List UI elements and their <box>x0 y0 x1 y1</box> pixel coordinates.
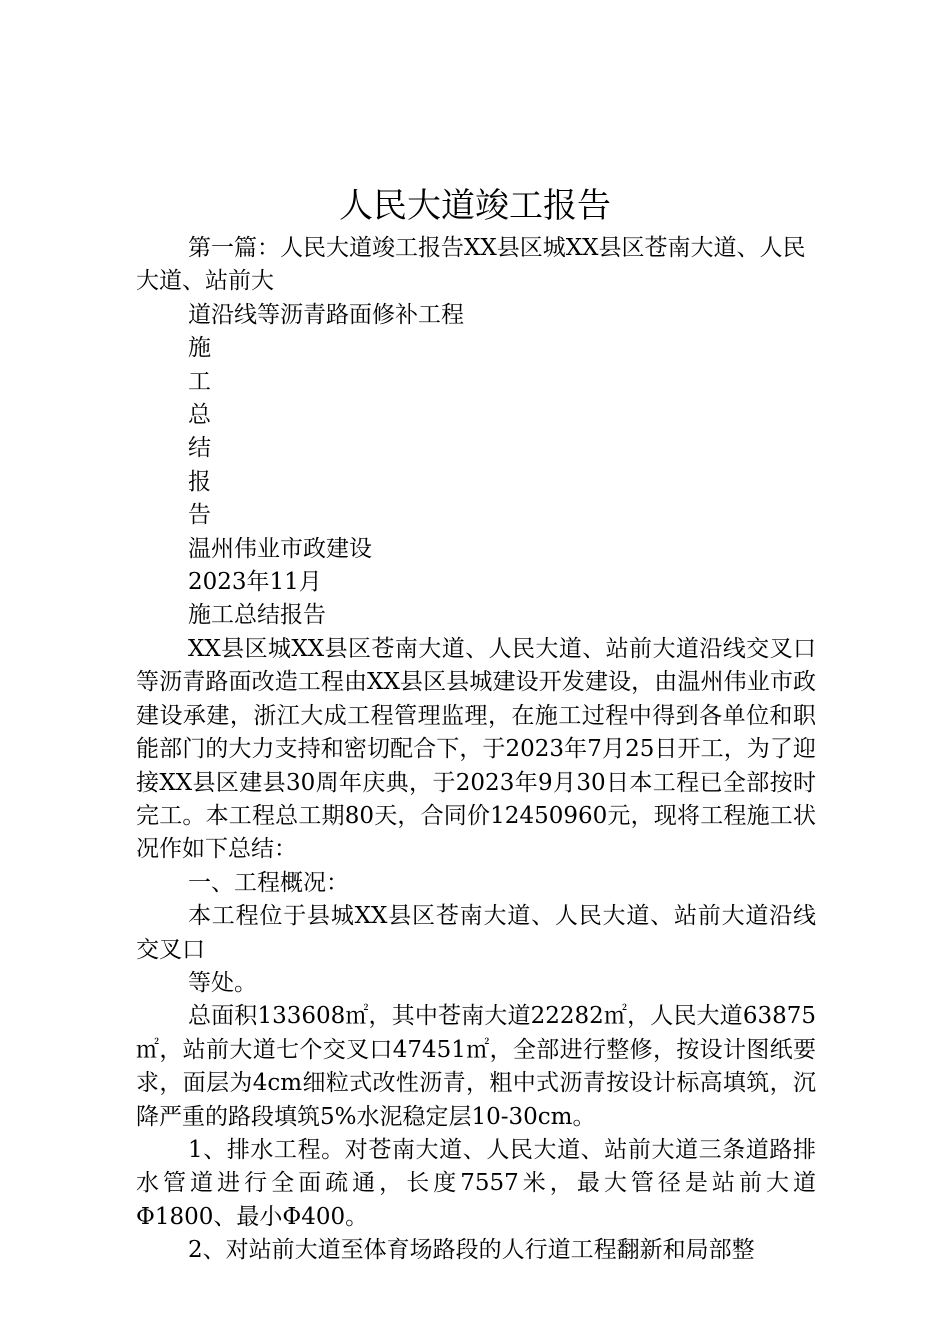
document-body <box>136 232 816 1268</box>
paragraph-sidewalk: 2、对站前大道至体育场路段的人行道工程翻新和局部整 <box>188 1237 755 1264</box>
paragraph-intro: XX县区城XX县区苍南大道、人民大道、站前大道沿线交叉口等沥青路面改造工程由XX县区县城建设开发建设，由温州伟业市政建设承建，浙江大成工程管理监理，在施工过程中得到各单位和职能部门的大力支持和密切配合下，于2023年7月25日开工，为了迎接XX县区建县30周年庆典，于2023年9月30日本工程已全部按时完工。本工程总工期80天，合同价12450960元，现将工程施工状况作如下总结： <box>136 635 816 863</box>
document-title: 人民大道竣工报告 <box>339 186 611 226</box>
section-heading-overview: 一、工程概况： <box>188 869 349 896</box>
line-date: 2023年11月 <box>188 569 322 596</box>
line-vertical-char: 告 <box>188 502 211 529</box>
paragraph-location-cont: 等处。 <box>188 969 257 996</box>
line-company: 温州伟业市政建设 <box>188 535 372 562</box>
paragraph-area: 总面积133608㎡，其中苍南大道22282㎡，人民大道63875㎡，站前大道七个交叉口47451㎡，全部进行整修，按设计图纸要求，面层为4cm细粒式改性沥青，粗中式沥青按设计标高填筑，沉降严重的路段填筑5%水泥稳定层10-30cm。 <box>136 1003 816 1130</box>
paragraph-drainage: 1、排水工程。对苍南大道、人民大道、站前大道三条道路排水管道进行全面疏通，长度7557米，最大管径是站前大道Φ1800、最小Φ400。 <box>136 1136 816 1230</box>
line-chapter-heading: 第一篇：人民大道竣工报告XX县区城XX县区苍南大道、人民大道、站前大 <box>136 235 806 295</box>
paragraph-location: 本工程位于县城XX县区苍南大道、人民大道、站前大道沿线交叉口 <box>136 903 816 963</box>
line-vertical-char: 工 <box>188 368 211 395</box>
line-vertical-char: 报 <box>188 468 211 495</box>
line-report-heading: 施工总结报告 <box>188 602 326 629</box>
line-vertical-char: 总 <box>188 402 211 429</box>
line-vertical-char: 结 <box>188 435 211 462</box>
line-vertical-char: 施 <box>188 335 211 362</box>
line-project-name: 道沿线等沥青路面修补工程 <box>188 301 464 328</box>
